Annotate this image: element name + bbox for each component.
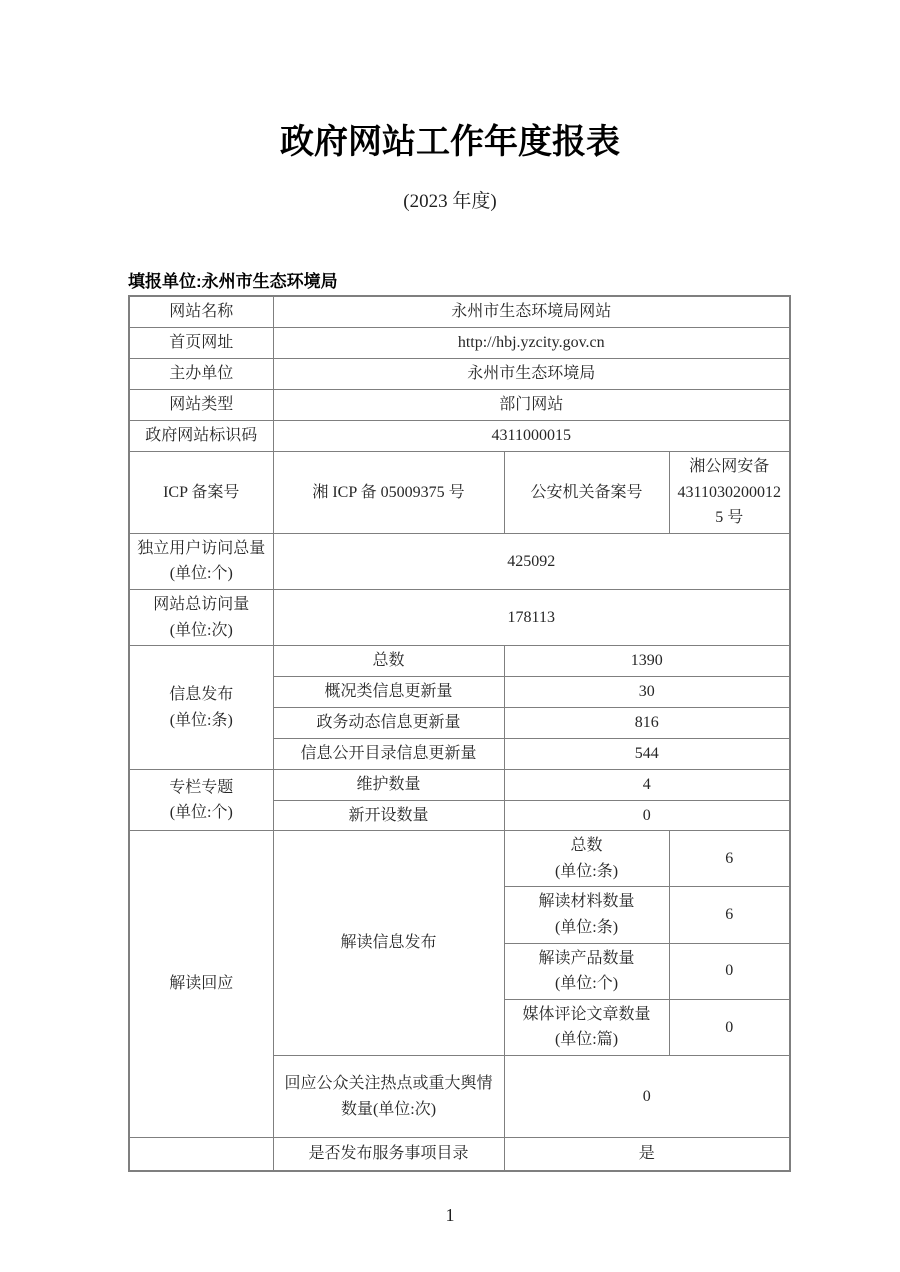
table-row [129, 420, 790, 451]
info-release-row-value: 1390 [504, 646, 790, 677]
interpretation-row-value: 0 [669, 943, 790, 999]
interpretation-row-unit: (单位:篇) [554, 1031, 619, 1049]
organizer-label: 主办单位 [129, 358, 273, 389]
interpretation-row-value: 6 [669, 831, 790, 887]
hotspot-value: 0 [504, 1056, 790, 1138]
website-type-value: 部门网站 [273, 389, 790, 420]
total-visits-unit: (单位:次) [169, 621, 233, 639]
interpretation-group-label: 解读回应 [129, 831, 273, 1138]
interpretation-row-label-text: 总数 [570, 837, 603, 855]
info-release-row-label: 概况类信息更新量 [273, 677, 504, 708]
special-topics-group-text: 专栏专题 [169, 778, 234, 796]
unique-visitors-label-text: 独立用户访问总量 [137, 539, 266, 557]
site-code-value: 4311000015 [273, 420, 790, 451]
interpretation-row-label [504, 943, 669, 999]
website-type-label: 网站类型 [129, 389, 273, 420]
info-release-group-text: 信息发布 [169, 686, 234, 703]
special-topics-group-label [129, 770, 273, 831]
interpretation-row-value: 0 [669, 999, 790, 1055]
interpretation-row-unit: (单位:条) [554, 862, 619, 880]
interpretation-row-label [504, 831, 669, 887]
special-topics-row-value: 0 [504, 800, 790, 831]
icp-label: ICP 备案号 [129, 451, 273, 533]
table-row [129, 1138, 790, 1171]
annual-report-table [128, 295, 791, 1171]
interpretation-row-unit: (单位:个) [554, 975, 619, 993]
police-filing-value: 湘公网安备 43110302000125 号 [669, 451, 790, 533]
interpretation-release-label: 解读信息发布 [273, 831, 504, 1056]
unique-visitors-label [129, 533, 273, 589]
unique-visitors-unit: (单位:个) [169, 565, 233, 583]
police-filing-label: 公安机关备案号 [504, 451, 669, 533]
icp-value: 湘 ICP 备 05009375 号 [273, 451, 504, 533]
organizer-value: 永州市生态环境局 [273, 358, 790, 389]
interpretation-row-label [504, 887, 669, 943]
info-release-group-unit: (单位:条) [169, 711, 233, 729]
site-code-label: 政府网站标识码 [129, 420, 273, 451]
table-row [129, 358, 790, 389]
website-name-label: 网站名称 [129, 296, 273, 327]
total-visits-value: 178113 [273, 589, 790, 645]
special-topics-row-label: 新开设数量 [273, 800, 504, 831]
special-topics-group-unit: (单位:个) [169, 804, 233, 822]
total-visits-label [129, 589, 273, 645]
info-release-row-label: 总数 [273, 646, 504, 677]
table-row [129, 327, 790, 358]
table-row [129, 389, 790, 420]
service-directory-value: 是 [504, 1138, 790, 1171]
unique-visitors-value: 425092 [273, 533, 790, 589]
info-release-row-label: 信息公开目录信息更新量 [273, 739, 504, 770]
service-directory-label: 是否发布服务事项目录 [273, 1138, 504, 1171]
table-row [129, 646, 790, 677]
reporting-unit: 填报单位:永州市生态环境局 [128, 272, 338, 292]
table-row [129, 770, 790, 801]
interpretation-row-label-text: 解读产品数量 [538, 949, 635, 967]
interpretation-row-unit: (单位:条) [554, 919, 619, 937]
homepage-url-label: 首页网址 [129, 327, 273, 358]
total-visits-label-text: 网站总访问量 [153, 595, 250, 613]
table-row [129, 451, 790, 533]
homepage-url-value: http://hbj.yzcity.gov.cn [273, 327, 790, 358]
table-row [129, 533, 790, 589]
info-release-group-label [129, 646, 273, 770]
table-row [129, 589, 790, 645]
website-name-value: 永州市生态环境局网站 [273, 296, 790, 327]
page-number: 1 [445, 1204, 455, 1225]
interpretation-row-label-text: 解读材料数量 [538, 893, 635, 911]
interpretation-row-label-text: 媒体评论文章数量 [522, 1005, 651, 1023]
info-release-row-label: 政务动态信息更新量 [273, 708, 504, 739]
empty-cell [129, 1138, 273, 1171]
special-topics-row-label: 维护数量 [273, 770, 504, 801]
page-title: 政府网站工作年度报表 [280, 123, 620, 161]
interpretation-row-value: 6 [669, 887, 790, 943]
hotspot-label: 回应公众关注热点或重大舆情数量(单位:次) [273, 1056, 504, 1138]
info-release-row-value: 30 [504, 677, 790, 708]
info-release-row-value: 544 [504, 739, 790, 770]
interpretation-row-label [504, 999, 669, 1055]
report-subtitle: (2023 年度) [403, 191, 497, 213]
special-topics-row-value: 4 [504, 770, 790, 801]
table-row [129, 831, 790, 887]
info-release-row-value: 816 [504, 708, 790, 739]
table-row [129, 296, 790, 327]
